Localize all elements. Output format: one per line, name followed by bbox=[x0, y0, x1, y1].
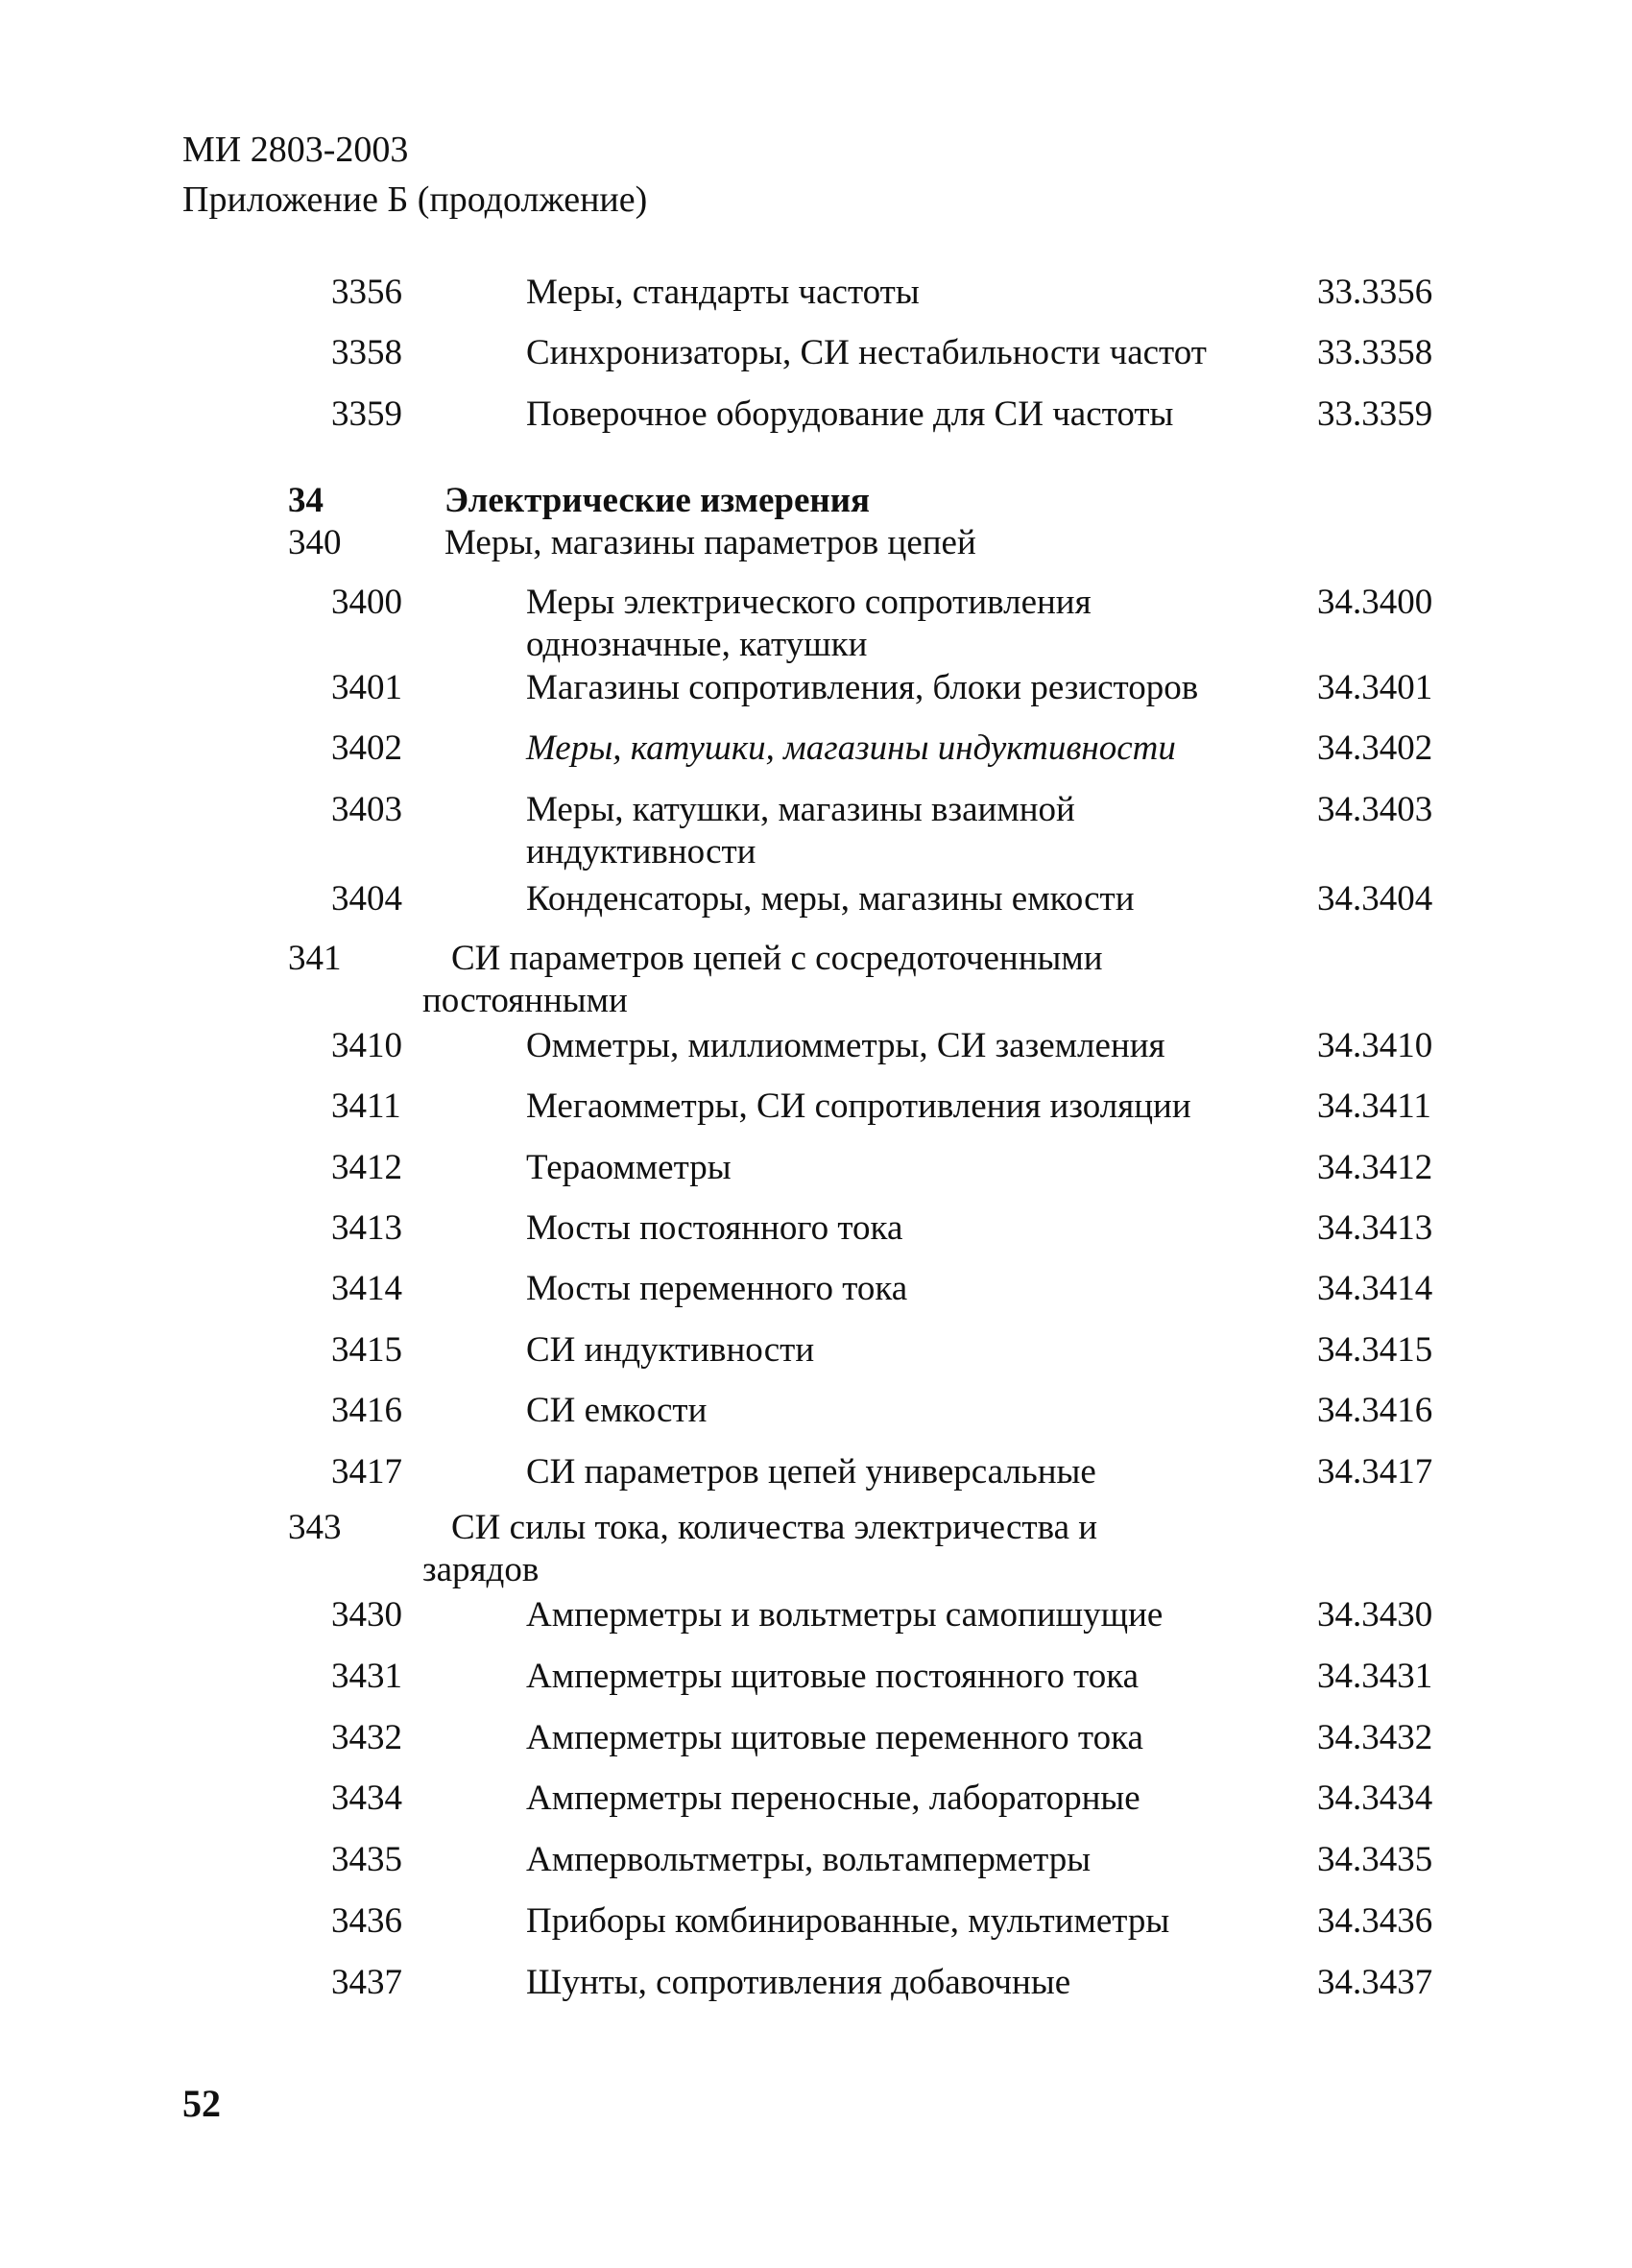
list-item bbox=[0, 394, 1632, 451]
item-reference: 34.3435 bbox=[1317, 1840, 1433, 1879]
item-reference: 34.3400 bbox=[1317, 583, 1433, 622]
item-name: СИ индуктивности bbox=[526, 1330, 815, 1370]
item-name: Амперметры и вольтметры самопишущие bbox=[526, 1595, 1164, 1635]
item-code: 3412 bbox=[331, 1148, 402, 1187]
list-item bbox=[0, 878, 1632, 936]
item-code: 3410 bbox=[331, 1026, 402, 1065]
item-code: 3435 bbox=[331, 1840, 402, 1879]
appendix-title: Приложение Б (продолжение) bbox=[182, 179, 648, 220]
item-reference: 34.3415 bbox=[1317, 1330, 1433, 1370]
section-title: Электрические измерения bbox=[444, 481, 871, 520]
list-item bbox=[0, 1451, 1632, 1509]
item-code: 3436 bbox=[331, 1901, 402, 1941]
item-code: 3404 bbox=[331, 879, 402, 919]
item-name: Мосты постоянного тока bbox=[526, 1208, 903, 1248]
item-reference: 34.3404 bbox=[1317, 879, 1433, 919]
group-title: СИ параметров цепей с сосредоточенными bbox=[451, 939, 1103, 978]
item-name: Меры электрического сопротивления bbox=[526, 583, 1092, 622]
item-name: Меры, катушки, магазины индуктивности bbox=[526, 728, 1176, 768]
item-name: Ампервольтметры, вольтамперметры bbox=[526, 1840, 1092, 1879]
item-name: Тераомметры bbox=[526, 1148, 732, 1187]
section-code: 34 bbox=[288, 481, 324, 520]
item-name: Поверочное оборудование для СИ частоты bbox=[526, 394, 1174, 434]
item-code: 3430 bbox=[331, 1595, 402, 1635]
item-reference: 33.3358 bbox=[1317, 333, 1433, 372]
item-reference: 34.3410 bbox=[1317, 1026, 1433, 1065]
item-name: Шунты, сопротивления добавочные bbox=[526, 1963, 1071, 2002]
item-code: 3359 bbox=[331, 394, 402, 434]
item-code: 3413 bbox=[331, 1208, 402, 1248]
item-reference: 34.3430 bbox=[1317, 1595, 1433, 1635]
item-code: 3432 bbox=[331, 1718, 402, 1757]
item-code: 3431 bbox=[331, 1657, 402, 1696]
list-item bbox=[0, 1147, 1632, 1205]
item-reference: 34.3413 bbox=[1317, 1208, 1433, 1248]
item-name: Меры, стандарты частоты bbox=[526, 273, 920, 312]
list-item bbox=[0, 1778, 1632, 1835]
item-name: СИ параметров цепей универсальные bbox=[526, 1452, 1096, 1492]
item-name: Меры, катушки, магазины взаимной bbox=[526, 790, 1075, 829]
item-reference: 34.3436 bbox=[1317, 1901, 1433, 1941]
list-item bbox=[0, 1717, 1632, 1775]
item-code: 3434 bbox=[331, 1779, 402, 1818]
item-code: 3401 bbox=[331, 668, 402, 707]
list-item bbox=[0, 272, 1632, 329]
item-code: 3411 bbox=[331, 1086, 401, 1126]
page-number: 52 bbox=[182, 2082, 221, 2125]
list-item bbox=[0, 1900, 1632, 1958]
list-item bbox=[0, 1656, 1632, 1713]
group-code: 340 bbox=[288, 523, 342, 562]
item-reference: 34.3437 bbox=[1317, 1963, 1433, 2002]
item-name: Конденсаторы, меры, магазины емкости bbox=[526, 879, 1135, 919]
item-reference: 34.3434 bbox=[1317, 1779, 1433, 1818]
item-reference: 34.3432 bbox=[1317, 1718, 1433, 1757]
item-code: 3416 bbox=[331, 1391, 402, 1430]
document-code: МИ 2803-2003 bbox=[182, 130, 409, 170]
list-item bbox=[0, 1962, 1632, 2019]
item-reference: 34.3416 bbox=[1317, 1391, 1433, 1430]
list-item bbox=[0, 1268, 1632, 1325]
group-title-continuation: зарядов bbox=[422, 1550, 540, 1589]
item-reference: 34.3431 bbox=[1317, 1657, 1433, 1696]
item-name: Мегаомметры, СИ сопротивления изоляции bbox=[526, 1086, 1191, 1126]
page-header bbox=[182, 125, 647, 225]
list-item bbox=[0, 1839, 1632, 1897]
group-title: Меры, магазины параметров цепей bbox=[444, 523, 976, 562]
group-title-continuation: постоянными bbox=[422, 981, 628, 1020]
item-reference: 34.3411 bbox=[1317, 1086, 1431, 1126]
group-title: СИ силы тока, количества электричества и bbox=[451, 1508, 1098, 1547]
list-item bbox=[0, 667, 1632, 725]
list-item bbox=[0, 728, 1632, 785]
group-heading bbox=[0, 522, 1632, 580]
item-name: Амперметры щитовые переменного тока bbox=[526, 1718, 1143, 1757]
list-item bbox=[0, 332, 1632, 390]
item-name-continuation: индуктивности bbox=[526, 832, 756, 871]
item-reference: 33.3359 bbox=[1317, 394, 1433, 434]
item-reference: 34.3403 bbox=[1317, 790, 1433, 829]
list-item bbox=[0, 1329, 1632, 1387]
item-code: 3403 bbox=[331, 790, 402, 829]
item-code: 3415 bbox=[331, 1330, 402, 1370]
item-reference: 34.3402 bbox=[1317, 728, 1433, 768]
list-item bbox=[0, 1390, 1632, 1447]
list-item bbox=[0, 1086, 1632, 1143]
list-item bbox=[0, 1207, 1632, 1265]
item-code: 3437 bbox=[331, 1963, 402, 2002]
item-name: СИ емкости bbox=[526, 1391, 708, 1430]
item-name: Амперметры щитовые постоянного тока bbox=[526, 1657, 1140, 1696]
item-code: 3417 bbox=[331, 1452, 402, 1492]
group-code: 341 bbox=[288, 939, 342, 978]
item-name-continuation: однозначные, катушки bbox=[526, 625, 868, 664]
item-reference: 34.3414 bbox=[1317, 1269, 1433, 1308]
item-code: 3358 bbox=[331, 333, 402, 372]
item-code: 3400 bbox=[331, 583, 402, 622]
item-code: 3356 bbox=[331, 273, 402, 312]
item-name: Синхронизаторы, СИ нестабильности частот bbox=[526, 333, 1207, 372]
item-name: Приборы комбинированные, мультиметры bbox=[526, 1901, 1170, 1941]
item-name: Амперметры переносные, лабораторные bbox=[526, 1779, 1140, 1818]
group-code: 343 bbox=[288, 1508, 342, 1547]
list-item bbox=[0, 1594, 1632, 1652]
item-reference: 33.3356 bbox=[1317, 273, 1433, 312]
item-name: Магазины сопротивления, блоки резисторов bbox=[526, 668, 1199, 707]
item-name: Мосты переменного тока bbox=[526, 1269, 908, 1308]
item-code: 3402 bbox=[331, 728, 402, 768]
item-code: 3414 bbox=[331, 1269, 402, 1308]
item-name: Омметры, миллиомметры, СИ заземления bbox=[526, 1026, 1165, 1065]
item-reference: 34.3412 bbox=[1317, 1148, 1433, 1187]
item-reference: 34.3417 bbox=[1317, 1452, 1433, 1492]
list-item bbox=[0, 1025, 1632, 1083]
item-reference: 34.3401 bbox=[1317, 668, 1433, 707]
